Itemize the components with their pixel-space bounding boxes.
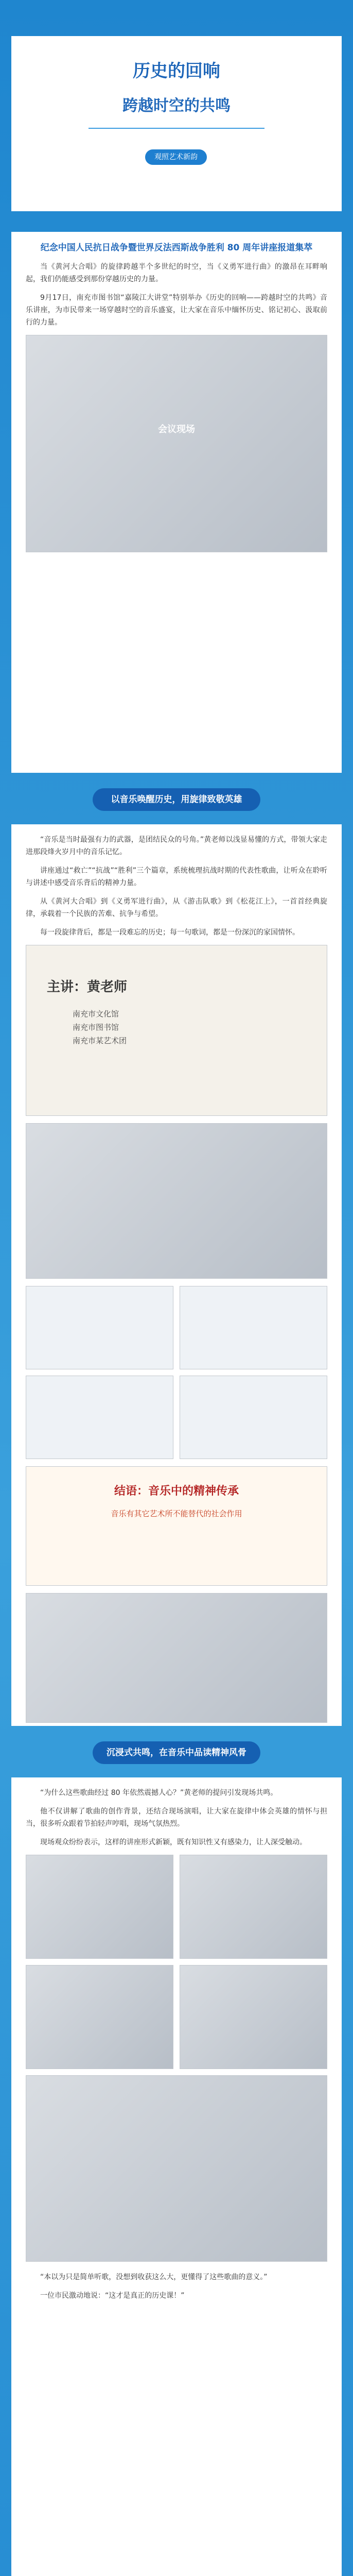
photo-row-2 [26,1965,327,2069]
hero-card [11,36,342,211]
section1-paragraph-2: 讲座通过“救亡”“抗战”“胜利”三个篇章，系统梳理抗战时期的代表性歌曲，让听众在聆听与讲述中感受音乐背后的精神力量。 [26,867,327,887]
section2-paragraph-1: “为什么这些歌曲经过 80 年依然震撼人心？”黄老师的提问引发现场共鸣。 [40,1789,278,1797]
audience-wide-photo [26,2075,327,2262]
slide-thumbnail [26,1286,173,1369]
section1-paragraph-1: “音乐是当时最强有力的武器，是团结民众的号角。”黄老师以浅显易懂的方式，带领大家走进那段烽火岁月中的音乐记忆。 [26,836,327,856]
hero-subtitle: 跨越时空的共鸣 [122,97,231,115]
intro-section [11,232,342,773]
section1-paragraph-4: 每一段旋律背后，都是一段难忘的历史；每一句歌词，都是一份深沉的家国情怀。 [40,928,299,937]
slide-photo [26,945,327,1116]
section-banner-1: 以音乐唤醒历史，用旋律致敬英雄 [93,788,260,811]
photo-row-1 [26,1855,327,1959]
audience-photo [180,1855,327,1959]
audience-photo [26,1593,327,1723]
slide-line: 南充市文化馆 [73,1009,119,1019]
slide-title: 主讲：黄老师 [47,979,128,995]
intro-photo-caption: 会议现场 [158,424,195,435]
speaker-photo [26,1123,327,1279]
section-2 [11,1777,342,2576]
divider [89,128,264,129]
intro-photo [26,335,327,552]
section2-paragraph-3: 现场观众纷纷表示，这样的讲座形式新颖，既有知识性又有感染力，让人深受触动。 [40,1838,307,1846]
quote-slide [26,1466,327,1586]
section1-paragraph-3: 从《黄河大合唱》到《义勇军进行曲》，从《游击队歌》到《松花江上》，一首首经典旋律，承载着一个民族的苦难、抗争与希望。 [26,897,327,918]
hero-badge: 观照艺术新韵 [145,149,207,165]
audience-photo [26,1855,173,1959]
slide-thumbnail [26,1376,173,1459]
slide-row-1 [26,1286,327,1369]
section2-paragraph-4: “本以为只是简单听歌，没想到收获这么大，更懂得了这些歌曲的意义。” [40,2273,268,2281]
quote-subtitle: 音乐有其它艺术所不能替代的社会作用 [111,1509,242,1518]
slide-lines [73,1007,127,1047]
intro-heading: 纪念中国人民抗日战争暨世界反法西斯战争胜利 80 周年讲座报道集萃 [40,243,313,253]
slide-line: 南充市某艺术团 [73,1036,127,1045]
section-1 [11,824,342,1726]
hero-title: 历史的回响 [133,61,220,81]
intro-paragraph-1: 当《黄河大合唱》的旋律跨越半个多世纪的时空，当《义勇军进行曲》的激昂在耳畔响起，我们仍能感受到那份穿越历史的力量。 [26,263,327,283]
section2-paragraph-2: 他不仅讲解了歌曲的创作背景，还结合现场演唱，让大家在旋律中体会英雄的情怀与担当，很多听众跟着节拍轻声哼唱，现场气氛热烈。 [26,1807,327,1828]
section-banner-2: 沉浸式共鸣，在音乐中品读精神风骨 [93,1741,260,1764]
slide-line: 南充市图书馆 [73,1023,119,1032]
section2-paragraph-5: 一位市民激动地说：“这才是真正的历史课！” [40,2292,185,2300]
audience-photo [26,1965,173,2069]
slide-row-2 [26,1376,327,1459]
audience-photo [180,1965,327,2069]
slide-thumbnail [180,1376,327,1459]
slide-thumbnail [180,1286,327,1369]
intro-paragraph-2: 9月17日，南充市图书馆“嘉陵江大讲堂”特别举办《历史的回响——跨越时空的共鸣》音乐讲座，为市民带来一场穿越时空的音乐盛宴，让大家在音乐中缅怀历史、铭记初心、汲取前行的力量。 [26,294,327,327]
quote-title: 结语：音乐中的精神传承 [114,1485,239,1498]
